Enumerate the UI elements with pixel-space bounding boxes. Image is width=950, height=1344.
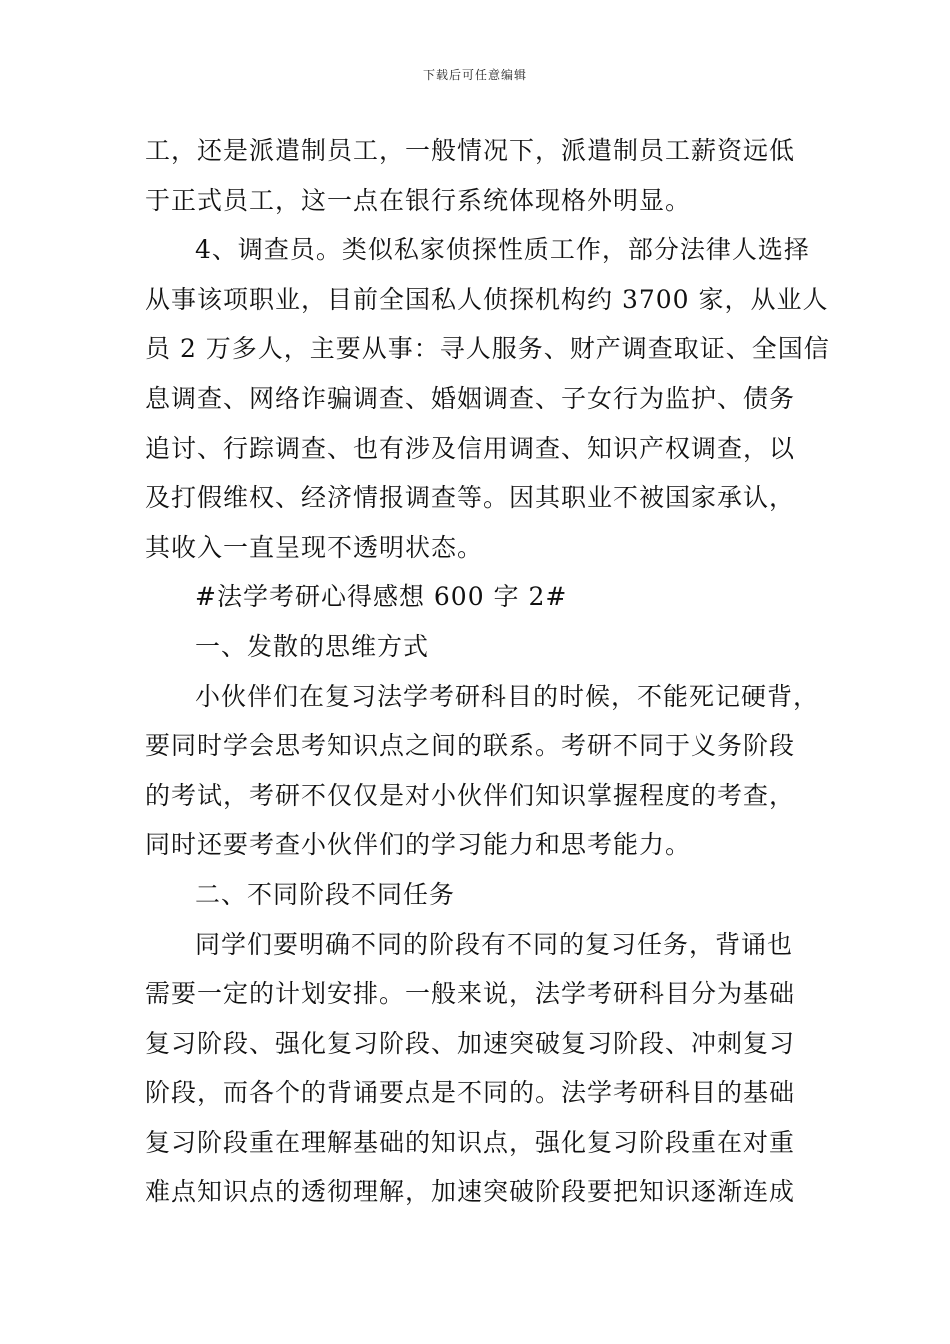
text-line: 工，还是派遣制员工，一般情况下，派遣制员工薪资远低	[145, 136, 796, 165]
text-line: 于正式员工，这一点在银行系统体现格外明显。	[145, 185, 692, 215]
text-line: 及打假维权、经济情报调查等。因其职业不被国家承认，	[145, 483, 796, 513]
text-line: 同时还要考查小伙伴们的学习能力和思考能力。	[145, 830, 692, 860]
text-line: 复习阶段、强化复习阶段、加速突破复习阶段、冲刺复习	[145, 1028, 796, 1058]
text-line: 其收入一直呈现不透明状态。	[145, 532, 484, 562]
page-header: 下载后可任意编辑	[422, 68, 527, 82]
text-line: 复习阶段重在理解基础的知识点，强化复习阶段重在对重	[145, 1127, 796, 1157]
text-line: 同学们要明确不同的阶段有不同的复习任务，背诵也	[195, 929, 794, 959]
text-line: 追讨、行踪调查、也有涉及信用调查、知识产权调查，以	[145, 433, 796, 463]
document-body	[145, 126, 830, 1217]
text-line: 从事该项职业，目前全国私人侦探机构约 3700 家，从业人	[145, 284, 829, 314]
text-line: 需要一定的计划安排。一般来说，法学考研科目分为基础	[145, 979, 796, 1009]
text-line: 一、发散的思维方式	[195, 631, 430, 661]
text-line: 难点知识点的透彻理解，加速突破阶段要把知识逐渐连成	[145, 1177, 796, 1207]
text-line: 小伙伴们在复习法学考研科目的时候，不能死记硬背，	[195, 681, 820, 711]
text-line: 二、不同阶段不同任务	[195, 879, 456, 909]
text-line: 员 2 万多人，主要从事：寻人服务、财产调查取证、全国信	[145, 334, 830, 364]
text-line: 4、调查员。类似私家侦探性质工作，部分法律人选择	[195, 235, 810, 265]
text-line: #法学考研心得感想 600 字 2#	[195, 582, 568, 612]
text-line: 要同时学会思考知识点之间的联系。考研不同于义务阶段	[145, 731, 796, 761]
text-line: 息调查、网络诈骗调查、婚姻调查、子女行为监护、债务	[145, 383, 796, 413]
text-line: 的考试，考研不仅仅是对小伙伴们知识掌握程度的考查，	[145, 780, 796, 810]
text-line: 阶段，而各个的背诵要点是不同的。法学考研科目的基础	[145, 1078, 796, 1108]
